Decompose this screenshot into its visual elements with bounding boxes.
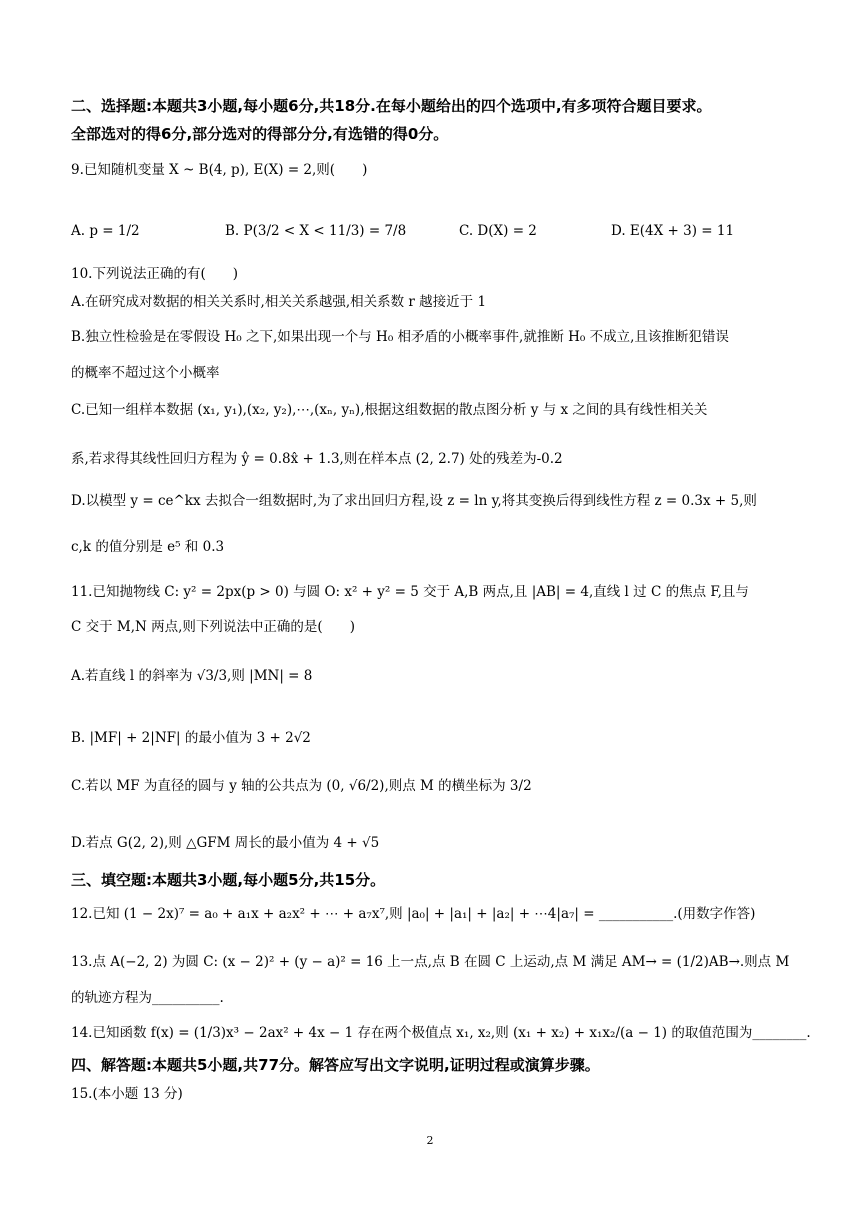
q11-option-d: D.若点 G(2, 2),则 △GFM 周长的最小值为 4 + √5: [71, 835, 380, 851]
q10-stem: 10.下列说法正确的有( ): [71, 266, 239, 282]
q10-option-b-line-2: 的概率不超过这个小概率: [71, 365, 220, 381]
q12: 12.已知 (1 − 2x)⁷ = a₀ + a₁x + a₂x² + ⋯ + a₇x⁷,则 |a₀| + |a₁| + |a₂| + ⋯4|a₇| = ___________.(用数字作答): [71, 906, 756, 922]
q10-option-c-line-2: 系,若求得其线性回归方程为 ŷ = 0.8x̂ + 1.3,则在样本点 (2, 2.7) 处的残差为-0.2: [71, 451, 563, 467]
q14: 14.已知函数 f(x) = (1/3)x³ − 2ax² + 4x − 1 存在两个极值点 x₁, x₂,则 (x₁ + x₂) + x₁x₂/(a − 1) 的取值范围为________.: [71, 1025, 811, 1041]
q10-option-b-line-1: B.独立性检验是在零假设 H₀ 之下,如果出现一个与 H₀ 相矛盾的小概率事件,就推断 H₀ 不成立,且该推断犯错误: [71, 329, 729, 345]
q10-option-d-line-2: c,k 的值分别是 e⁵ 和 0.3: [71, 539, 225, 555]
q11-stem-line-1: 11.已知抛物线 C: y² = 2px(p > 0) 与圆 O: x² + y² = 5 交于 A,B 两点,且 |AB| = 4,直线 l 过 C 的焦点 F,且与: [71, 584, 749, 600]
q9-option-c: C. D(X) = 2: [459, 223, 537, 239]
q9-option-a: A. p = 1/2: [71, 223, 140, 239]
section-2-line-2: 全部选对的得6分,部分选对的得部分分,有选错的得0分。: [71, 125, 449, 143]
q9-option-d: D. E(4X + 3) = 11: [611, 223, 735, 239]
section-4-heading: 四、解答题:本题共5小题,共77分。解答应写出文字说明,证明过程或演算步骤。: [71, 1056, 600, 1074]
q13-line-2: 的轨迹方程为__________.: [71, 990, 224, 1006]
q11-stem-line-2: C 交于 M,N 两点,则下列说法中正确的是( ): [71, 619, 355, 635]
section-2-line-1: 二、选择题:本题共3小题,每小题6分,共18分.在每小题给出的四个选项中,有多项符合题目要求。: [71, 97, 712, 115]
q10-option-a: A.在研究成对数据的相关关系时,相关关系越强,相关系数 r 越接近于 1: [71, 294, 487, 310]
q10-option-d-line-1: D.以模型 y = ce^kx 去拟合一组数据时,为了求出回归方程,设 z = ln y,将其变换后得到线性方程 z = 0.3x + 5,则: [71, 493, 757, 509]
q11-option-b: B. |MF| + 2|NF| 的最小值为 3 + 2√2: [71, 730, 311, 746]
section-2-heading-cont: [71, 124, 448, 144]
q9-option-b: B. P(3/2 < X < 11/3) = 7/8: [225, 223, 407, 239]
section-3-heading: 三、填空题:本题共3小题,每小题5分,共15分。: [71, 871, 386, 889]
section-2-heading: [71, 96, 712, 116]
q13-line-1: 13.点 A(−2, 2) 为圆 C: (x − 2)² + (y − a)² = 16 上一点,点 B 在圆 C 上运动,点 M 满足 AM→ = (1/2)AB→.则点 M: [71, 954, 790, 970]
q11-option-c: C.若以 MF 为直径的圆与 y 轴的公共点为 (0, √6/2),则点 M 的横坐标为 3/2: [71, 778, 532, 794]
q9-stem: 9.已知随机变量 X ~ B(4, p), E(X) = 2,则( ): [71, 162, 368, 178]
q11-option-a: A.若直线 l 的斜率为 √3/3,则 |MN| = 8: [71, 668, 313, 684]
page-number: 2: [426, 1134, 434, 1147]
q10-option-c-line-1: C.已知一组样本数据 (x₁, y₁),(x₂, y₂),⋯,(xₙ, yₙ),根据这组数据的散点图分析 y 与 x 之间的具有线性相关关: [71, 402, 708, 418]
q15-heading: 15.(本小题 13 分): [71, 1086, 183, 1102]
